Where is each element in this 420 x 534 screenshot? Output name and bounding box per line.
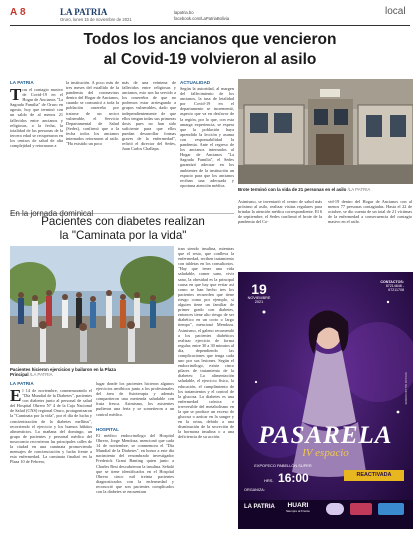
jornada-column-2	[96, 381, 174, 529]
jornada-byline: LA PATRIA	[10, 381, 34, 386]
jornada-column-2-text: lugar donde los pacientes hicieron algunos ejercicios aeróbicos junto a los profesionales del área de fisioterapia y además compartieron una merienda saludable con fruta fresca. Asimismo, los asistentes pudieron una feria y se sometieron a un control médico.	[96, 381, 174, 417]
article1-column-4-text: Según la autoridad, al margen del fallecimiento de los ancianos, la tasa de letalidad por Covid-19 en el departamento se incrementó, aspecto que va en desfavor de la región, por lo que, con esta amarga experiencia, se espera que la población haya aprendido la lección y asuma con responsabilidad la pandemia. Ante el regreso de los ancianos internados al Hogar de Ancianos "La Sagrada Familia", el Sedes garantizó adecuar en los ambientes de la institución un espacio para que los ancianos reciban una adecuada y oportuna atención médica.	[180, 86, 234, 188]
ad-date-month: NOVIEMBRE	[247, 296, 271, 300]
walk-caption-credit: /LA PATRIA	[29, 372, 53, 378]
page-number	[10, 7, 26, 18]
section-name: local	[385, 6, 406, 17]
ad-side-code: SPACIO RE-OR 000008	[404, 372, 408, 405]
page-number-value: 8	[20, 7, 26, 18]
walk-caption-line1: Pacientes hicieron ejercicios y bailaron en la Plaza	[10, 367, 116, 372]
jornada-headline-line2: la "Caminata por la vida"	[59, 229, 187, 242]
jornada-section-hospital: HOSPITAL	[96, 427, 119, 432]
article1-column-5: Asimismo, se inventarió el centro de salud más próximo al asilo, realizar visitas regulares para brindar la atención médica correspondiente. El 6 de septiembre, el Sedes confirmó el brote de la pandemia del Co-	[238, 199, 322, 225]
ad-sponsor-logo-5	[378, 503, 404, 515]
article1-dropcap: T	[10, 87, 22, 104]
ad-date-day: 19	[251, 281, 267, 297]
ad-venue: EXPOFECO PABELLÓN SUPER	[254, 463, 312, 468]
ad-date-year: 2021	[254, 300, 264, 304]
jornada-dropcap: E	[10, 388, 22, 405]
article1-headline	[20, 30, 400, 70]
ad-sponsor-logo-4	[350, 503, 372, 515]
ad-badge: REACTIVADA	[344, 470, 404, 481]
ad-time: 16:00	[278, 471, 309, 485]
asilo-photo-image	[238, 79, 413, 184]
walk-caption-line2: Principal	[10, 372, 29, 378]
walk-photo-image	[10, 246, 174, 364]
article1-column-6: vid-19 dentro del Hogar de Ancianos con al menos 77 personas contagiadas. Hasta el 22 de octubre, se dio cuenta de un total de 21 víctimas de la enfermedad a consecuencia del contagio masivo en el asilo.	[328, 199, 412, 225]
ad-time-block	[264, 469, 309, 487]
jornada-headline-line1: Pacientes con diabetes realizan	[41, 215, 205, 228]
walk-photo	[10, 246, 174, 364]
jornada-column-3: tran siendo insulina, mientras que el resto, que conlleva la enfermedad, reciben tratamiento con tabletas en los consultorios. "Hay que tener una vida saludable, comer sano, vivir sano, la obesidad es la principal causa en que hay que evitar así como se han hecho tres los pacientes recuerden que tiene riesgo como por ejemplo, si alguien tiene un familiar de primer grado con diabetes, entonces tiene alto riesgo de ser diabético en un corto o largo tiempo", mencionó Mendoza. Asimismo, el galeno recomendó a los pacientes diabéticos realizar ejercicio de forma regular, entre 30 a 30 minutos al día, dependiendo las complicaciones que tenga cada uno por sus lesiones. Según el endocrinólogo, existe cinco pilares de tratamiento de la diabetes: La alimentación saludable, el ejercicio físico, la educación, el cumplimiento de los tratamientos y el control de la glucosa. La diabetes es una enfermedad crónica e irreversible del metabolismo en la que se produce un exceso de glucosa o azúcar en la sangre y en la orina, debido a una disminución de la secreción de la hormona insulina o a una deficiencia de su acción.	[178, 246, 234, 440]
ad-date-block	[246, 282, 272, 304]
ad-subtitle: IV espacio	[302, 447, 349, 459]
masthead-date: Oruro, lunes 15 de noviembre de 2021	[60, 17, 132, 22]
ad-contacts-numbers: 67214848 - 67211708	[385, 284, 404, 292]
jornada-headline	[10, 215, 236, 243]
article1-column-2: la institución. A poco más de tres meses del estallido de la pandemia del coronavirus dentro del Hogar de Ancianos, cuando se comunicó a toda la población oruereña por tratarse de un sector vulnerable, el Servicio Departamental de Salud (Sedes), confirmó que a la fecha todos los ancianos internados retornaron al asilo. "Ha existido un poco	[66, 80, 119, 147]
article1-headline-line1: Todos los ancianos que vencieron	[83, 31, 337, 48]
article1-headline-line2: al Covid-19 volvieron al asilo	[103, 51, 317, 68]
jornada-column-1: El 14 de noviembre, conmemorando el "Día Mundial de la Diabetes", pacientes con diabetes junto al personal de salud del Hospital Obrero N° 4 de la Caja Nacional de Salud (CNS) regional Oruro, protagonizaron la "Caminata por la vida", por el día de lucha y concientización de la diabetes mellitus", recorriendo el ejercicio y los buenos hábitos alimenticios. La mañana del domingo, un grupo de pacientes y personal médico del nosocomio recorrieron las principales calles de la ciudad en una caminata promoviendo mensajes de concienciación y lucha frente a esta enfermedad. La caminata finalizó en la Plaza 10 de Febrero,	[10, 388, 92, 465]
ad-sponsor-huari-sub: Siempre al Frente	[286, 509, 310, 513]
asilo-caption-credit: /LA PATRIA	[347, 187, 371, 192]
article1-section-actualidad: ACTUALIDAD	[180, 80, 211, 85]
walk-photo-caption	[10, 367, 174, 377]
ad-sponsor-huari: HUARI Siempre al Frente	[286, 502, 310, 513]
ad-host-label: ORGANIZA:	[244, 488, 265, 492]
asilo-photo-caption	[238, 187, 413, 192]
ad-title: PASARELA	[258, 422, 393, 449]
article1-column-1: Tras el contagio masivo de Covid-19 en el Hogar de Ancianos "La Sagrada Familia" de Oruro en agosto, hoy que terminó con un saldo de al menos 21 fallecidos entre ancianos y religiosas, a la fecha, la totalidad de las personas de la tercera edad se recuperaron en los centros de salud de alta complejidad y retornaron a	[10, 87, 63, 149]
pasarela-ad[interactable]	[238, 272, 413, 529]
jornada-banner	[10, 203, 234, 218]
ad-contacts	[374, 280, 404, 292]
contact-facebook[interactable]: facebook.com/LaPatriaBolivia	[174, 16, 230, 21]
article1-column-3: más de una veintena de fallecidos entre religiosas y ancianos, esto nos ha servido a los oruereños de que no podemos estar arriesgando a grupos vulnerables, dado que independientemente de que ellos tengan todas sus primeras dosis pues no han sido suficiente para que ellos puedan desarrollar formas graves de la enfermedad", refirió el director del Sedes, Juan Carlos Challapa.	[122, 80, 176, 152]
ad-sponsor-logo-3	[326, 503, 344, 515]
asilo-caption-text: Brote terminó con la vida de 21 personas en el asilo	[238, 187, 347, 192]
article1-byline: LA PATRIA	[10, 80, 34, 85]
jornada-banner-text: En la jornada dominical	[10, 209, 94, 218]
header-rule	[10, 25, 410, 26]
masthead-brand: LA PATRIA	[60, 7, 108, 17]
ad-sponsor-la-patria: LA PATRIA	[244, 504, 275, 510]
ad-contacts-label: CONTACTOS:	[380, 280, 404, 284]
contact-site[interactable]: lapatria.bo	[174, 10, 194, 15]
section-letter: A	[10, 7, 18, 18]
ad-time-prefix: HRS.	[264, 478, 274, 483]
asilo-photo	[238, 79, 413, 184]
jornada-column-2-text2: El médico endocrinólogo del Hospital Obrero, Jorge Mendoza, mencionó que cada 14 de noviembre, se conmemora el "Día Mundial de la Diabetes", en honor a este día nacimiento del renombrado investigador Frederick Grant Banting quien junto a Charles Best descubrieron la insulina. Señaló que se tiene identificados en el Hospital Obrero cinco mil treinta pacientes diagnosticados con la enfermedad y reconoció que son pacientes complicados con la diabetes se encuentran	[96, 433, 174, 495]
